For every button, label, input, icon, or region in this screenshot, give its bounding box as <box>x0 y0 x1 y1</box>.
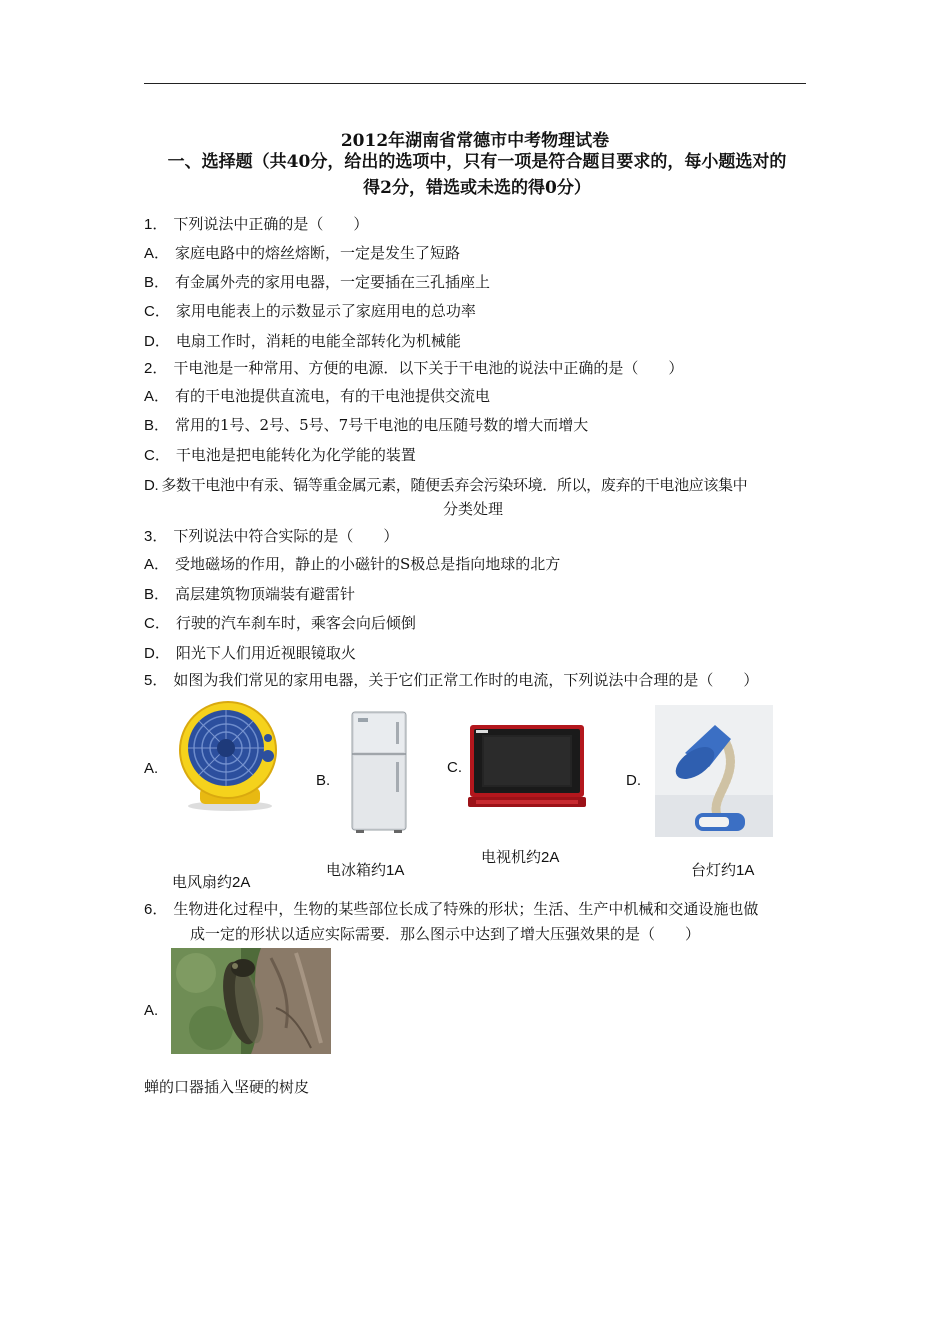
q5-stem: 5． 如图为我们常见的家用电器，关于它们正常工作时的电流，下列说法中合理的是（ ） <box>144 671 759 689</box>
q1-option-b: B． 有金属外壳的家用电器，一定要插在三孔插座上 <box>144 273 491 291</box>
q3-option-c: C． 行驶的汽车刹车时，乘客会向后倾倒 <box>144 614 416 632</box>
q5-option-d-label: D. <box>626 772 641 789</box>
q1-option-d: D． 电扇工作时，消耗的电能全部转化为机械能 <box>144 332 461 350</box>
refrigerator-image <box>346 708 410 834</box>
q6-option-a-label: A. <box>144 1002 159 1019</box>
q5-option-c-label: C. <box>447 759 462 776</box>
q3-stem: 3． 下列说法中符合实际的是（ ） <box>144 527 399 545</box>
q5-option-b-caption: 电冰箱约1A <box>326 861 405 879</box>
q3-option-b: B． 高层建筑物顶端装有避雷针 <box>144 585 356 603</box>
television-image <box>468 722 586 810</box>
header-rule <box>144 83 806 84</box>
q5-option-b-label: B. <box>316 772 331 789</box>
q2-option-a: A． 有的干电池提供直流电，有的干电池提供交流电 <box>144 387 491 405</box>
q2-option-d: D. 多数干电池中有汞、镉等重金属元素，随便丢弃会污染环境．所以，废弃的干电池应该集中 <box>144 476 748 494</box>
q2-option-c: C． 干电池是把电能转化为化学能的装置 <box>144 446 416 464</box>
q6-stem-line1: 6． 生物进化过程中，生物的某些部位长成了特殊的形状；生活、生产中机械和交通设施也做 <box>144 900 759 918</box>
q5-option-a-label: A. <box>144 760 159 777</box>
q5-option-c-caption: 电视机约2A <box>481 848 560 866</box>
q3-option-d: D． 阳光下人们用近视眼镜取火 <box>144 644 356 662</box>
exam-title: 2012年湖南省常德市中考物理试卷 <box>340 131 610 151</box>
q6-stem-line2: 成一定的形状以适应实际需要．那么图示中达到了增大压强效果的是（ ） <box>190 925 701 943</box>
q2-option-b: B． 常用的1号、2号、5号、7号干电池的电压随号数的增大而增大 <box>144 416 589 434</box>
q2-stem: 2． 干电池是一种常用、方便的电源．以下关于干电池的说法中正确的是（ ） <box>144 359 684 377</box>
cicada-on-bark-image <box>171 948 331 1054</box>
section-heading-line2: 得2分，错选或未选的得0分） <box>363 178 591 198</box>
q3-option-a: A． 受地磁场的作用，静止的小磁针的S极总是指向地球的北方 <box>144 555 561 573</box>
q1-option-a: A． 家庭电路中的熔丝熔断，一定是发生了短路 <box>144 244 461 262</box>
q1-stem: 1． 下列说法中正确的是（ ） <box>144 215 369 233</box>
section-heading-line1: 一、选择题（共40分，给出的选项中，只有一项是符合题目要求的，每小题选对的 <box>167 152 787 172</box>
desk-lamp-image <box>655 705 773 837</box>
q1-option-c: C． 家用电能表上的示数显示了家庭用电的总功率 <box>144 302 476 320</box>
q5-option-d-caption: 台灯约1A <box>691 861 755 879</box>
q6-option-a-caption: 蝉的口器插入坚硬的树皮 <box>144 1078 310 1096</box>
electric-fan-image <box>170 698 290 813</box>
q5-option-a-caption: 电风扇约2A <box>172 873 251 891</box>
q2-option-d-continued: 分类处理 <box>443 500 504 518</box>
